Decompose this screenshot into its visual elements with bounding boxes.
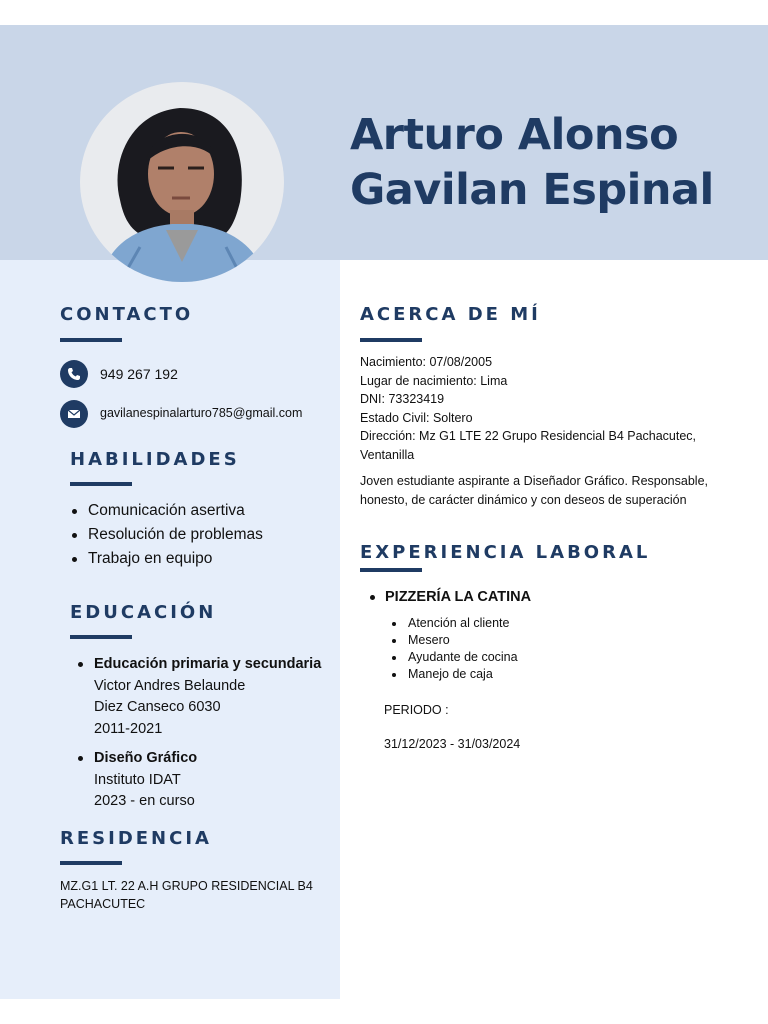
skill-item: Trabajo en equipo xyxy=(70,547,263,571)
about-line: Estado Civil: Soltero xyxy=(360,410,473,425)
skill-item: Resolución de problemas xyxy=(70,523,263,547)
about-line: Dirección: Mz G1 LTE 22 Grupo Residencial B4 Pachacutec, Ventanilla xyxy=(360,429,697,462)
about-description: Joven estudiante aspirante a Diseñador Gráfico. Responsable, honesto, de carácter dinámico y con deseos de superación xyxy=(360,474,708,507)
about-section xyxy=(360,353,708,509)
education-line: Victor Andres Belaunde xyxy=(94,677,246,694)
envelope-icon xyxy=(60,400,88,428)
education-list xyxy=(76,654,336,813)
task-item: Mesero xyxy=(390,632,708,649)
profile-photo xyxy=(80,82,284,282)
education-title: EDUCACIÓN xyxy=(70,602,217,623)
education-line: 2011-2021 xyxy=(94,720,163,737)
residence-address: MZ.G1 LT. 22 A.H GRUPO RESIDENCIAL B4 PACHACUTEC xyxy=(60,879,313,911)
company-name: PIZZERÍA LA CATINA xyxy=(368,586,708,608)
full-name xyxy=(350,108,750,218)
period-label: PERIODO : xyxy=(384,703,449,717)
experience-title: EXPERIENCIA LABORAL xyxy=(360,542,651,563)
education-item xyxy=(76,748,336,813)
task-item: Manejo de caja xyxy=(390,666,708,683)
about-line: Nacimiento: 07/08/2005 xyxy=(360,355,493,369)
name-line-2: Gavilan Espinal xyxy=(350,165,714,215)
skill-item: Comunicación asertiva xyxy=(70,499,263,523)
contact-rule xyxy=(60,338,122,342)
experience-rule xyxy=(360,568,422,572)
about-line: DNI: 73323419 xyxy=(360,392,445,406)
task-list xyxy=(390,615,708,683)
education-line: Instituto IDAT xyxy=(94,771,181,788)
education-item xyxy=(76,654,336,748)
education-title-item: Diseño Gráfico xyxy=(94,750,198,766)
education-line: 2023 - en curso xyxy=(94,793,195,809)
about-rule xyxy=(360,338,422,342)
skills-title: HABILIDADES xyxy=(70,449,240,470)
about-title: ACERCA DE MÍ xyxy=(360,304,541,325)
email-address: gavilanespinalarturo785@gmail.com xyxy=(100,406,303,420)
phone-number: 949 267 192 xyxy=(100,366,178,382)
contact-title: CONTACTO xyxy=(60,304,194,325)
task-item: Atención al cliente xyxy=(390,615,708,632)
residence-title: RESIDENCIA xyxy=(60,828,212,849)
education-line: Diez Canseco 6030 xyxy=(94,699,221,715)
task-item: Ayudante de cocina xyxy=(390,649,708,666)
name-line-1: Arturo Alonso xyxy=(350,110,679,160)
skills-list xyxy=(70,499,263,571)
period-dates: 31/12/2023 - 31/03/2024 xyxy=(384,737,521,751)
residence-rule xyxy=(60,861,122,865)
phone-icon xyxy=(60,360,88,388)
skills-rule xyxy=(70,482,132,486)
job-entry xyxy=(368,586,708,683)
education-rule xyxy=(70,635,132,639)
education-title-item: Educación primaria y secundaria xyxy=(94,656,322,672)
about-line: Lugar de nacimiento: Lima xyxy=(360,373,508,388)
